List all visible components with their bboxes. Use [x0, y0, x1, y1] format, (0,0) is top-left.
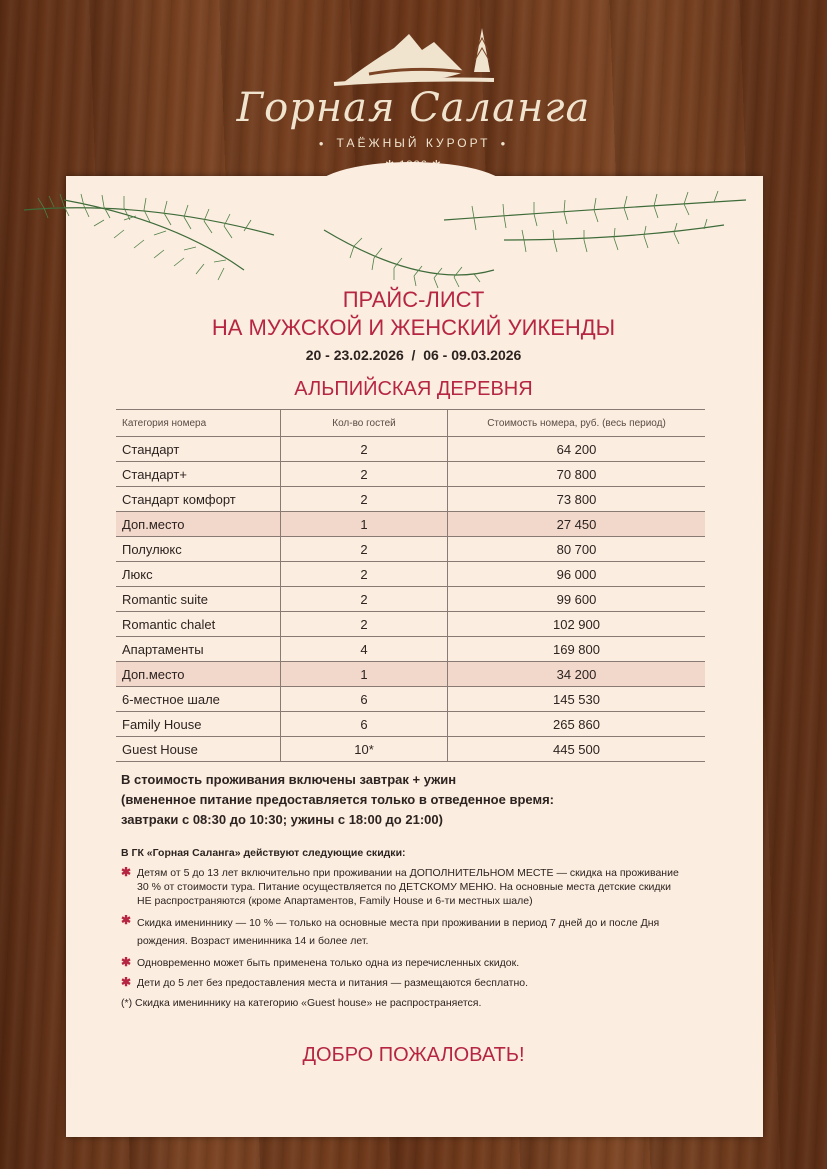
- discount-item: [121, 866, 681, 908]
- room-category: Люкс: [116, 562, 281, 587]
- fir-branches-decoration: [24, 180, 746, 290]
- discount-item: [121, 956, 681, 970]
- column-header-price: Стоимость номера, руб. (весь период): [448, 410, 706, 437]
- guest-count: 2: [281, 562, 448, 587]
- table-row: [116, 637, 705, 662]
- column-header-category: Категория номера: [116, 410, 281, 437]
- discounts-heading: В ГК «Горная Саланга» действуют следующие скидки:: [121, 847, 406, 859]
- discount-item: [121, 914, 681, 950]
- room-price: 169 800: [448, 637, 706, 662]
- room-category: Guest House: [116, 737, 281, 762]
- room-price: 445 500: [448, 737, 706, 762]
- table-row-extra-bed: [116, 662, 705, 687]
- room-price: 99 600: [448, 587, 706, 612]
- room-category: Стандарт комфорт: [116, 487, 281, 512]
- room-category: Апартаменты: [116, 637, 281, 662]
- included-line-3: завтраки с 08:30 до 10:30; ужины с 18:00 до 21:00): [121, 812, 443, 827]
- room-price: 102 900: [448, 612, 706, 637]
- room-category: Доп.место: [116, 662, 281, 687]
- table-row: [116, 437, 705, 462]
- table-row: [116, 487, 705, 512]
- included-meals-info: [121, 770, 721, 830]
- room-category: Romantic chalet: [116, 612, 281, 637]
- dot-icon: ●: [500, 139, 509, 149]
- table-row: [116, 587, 705, 612]
- discount-item: [121, 976, 681, 990]
- discount-text: Скидка имениннику — 10 % — только на основные места при проживании в период 7 дней до и после Дня рождения. Возраст именинника 14 и более лет.: [137, 917, 660, 947]
- table-row-extra-bed: [116, 512, 705, 537]
- table-row: [116, 687, 705, 712]
- room-price: 80 700: [448, 537, 706, 562]
- brand-name: Горная Саланга: [236, 85, 591, 131]
- title-line-1: ПРАЙС-ЛИСТ: [342, 287, 485, 312]
- table-row: [116, 562, 705, 587]
- room-category: Стандарт+: [116, 462, 281, 487]
- welcome-message: ДОБРО ПОЖАЛОВАТЬ!: [302, 1044, 525, 1066]
- guest-count: 2: [281, 587, 448, 612]
- guest-count: 4: [281, 637, 448, 662]
- room-category: Family House: [116, 712, 281, 737]
- mountain-hat-icon: [314, 20, 514, 90]
- asterisk-icon: ✱: [121, 955, 132, 969]
- discounts-section: [121, 846, 681, 1010]
- title-line-2: НА МУЖСКОЙ И ЖЕНСКИЙ УИКЕНДЫ: [211, 315, 616, 340]
- guest-count: 2: [281, 462, 448, 487]
- room-price: 34 200: [448, 662, 706, 687]
- room-category: Romantic suite: [116, 587, 281, 612]
- room-category: Стандарт: [116, 437, 281, 462]
- room-category: 6-местное шале: [116, 687, 281, 712]
- guest-count: 1: [281, 512, 448, 537]
- asterisk-icon: ✱: [121, 913, 132, 927]
- room-price: 27 450: [448, 512, 706, 537]
- discount-text: Одновременно может быть применена только одна из перечисленных скидок.: [137, 957, 520, 969]
- resort-logo: [0, 20, 827, 171]
- dot-icon: ●: [318, 139, 327, 149]
- guest-count: 2: [281, 437, 448, 462]
- guest-count: 6: [281, 712, 448, 737]
- guest-count: 10*: [281, 737, 448, 762]
- guest-count: 2: [281, 487, 448, 512]
- room-price: 64 200: [448, 437, 706, 462]
- guest-count: 2: [281, 537, 448, 562]
- included-line-1: В стоимость проживания включены завтрак + ужин: [121, 772, 457, 787]
- section-title: АЛЬПИЙСКАЯ ДЕРЕВНЯ: [294, 378, 533, 400]
- discount-text: Дети до 5 лет без предоставления места и питания — размещаются бесплатно.: [137, 977, 529, 989]
- guest-count: 2: [281, 612, 448, 637]
- discount-text: Детям от 5 до 13 лет включительно при проживании на ДОПОЛНИТЕЛЬНОМ МЕСТЕ — скидка на проживание 30 % от стоимости тура. Питание осуществляется по ДЕТСКОМУ МЕНЮ. На основные места детские скидки НЕ распространяются (кроме Апартаментов, Family House и 6-ти местных шале): [137, 867, 679, 907]
- table-header-row: [116, 410, 705, 437]
- room-price: 73 800: [448, 487, 706, 512]
- date-range: 20 - 23.02.2026 / 06 - 09.03.2026: [305, 347, 522, 363]
- table-row: [116, 737, 705, 762]
- table-row: [116, 462, 705, 487]
- table-row: [116, 537, 705, 562]
- room-price: 96 000: [448, 562, 706, 587]
- asterisk-icon: ✱: [121, 865, 132, 879]
- table-row: [116, 612, 705, 637]
- table-row: [116, 712, 705, 737]
- column-header-guests: Кол-во гостей: [281, 410, 448, 437]
- room-category: Доп.место: [116, 512, 281, 537]
- room-price: 145 530: [448, 687, 706, 712]
- discount-note: (*) Скидка имениннику на категорию «Guest house» не распространяется.: [121, 997, 482, 1009]
- guest-count: 1: [281, 662, 448, 687]
- brand-tagline: ● ТАЁЖНЫЙ КУРОРТ ●: [318, 136, 509, 150]
- room-price: 70 800: [448, 462, 706, 487]
- room-price: 265 860: [448, 712, 706, 737]
- page-title: [0, 286, 827, 342]
- price-table: [116, 409, 705, 762]
- guest-count: 6: [281, 687, 448, 712]
- asterisk-icon: ✱: [121, 975, 132, 989]
- included-line-2: (вмененное питание предоставляется только в отведенное время:: [121, 792, 554, 807]
- room-category: Полулюкс: [116, 537, 281, 562]
